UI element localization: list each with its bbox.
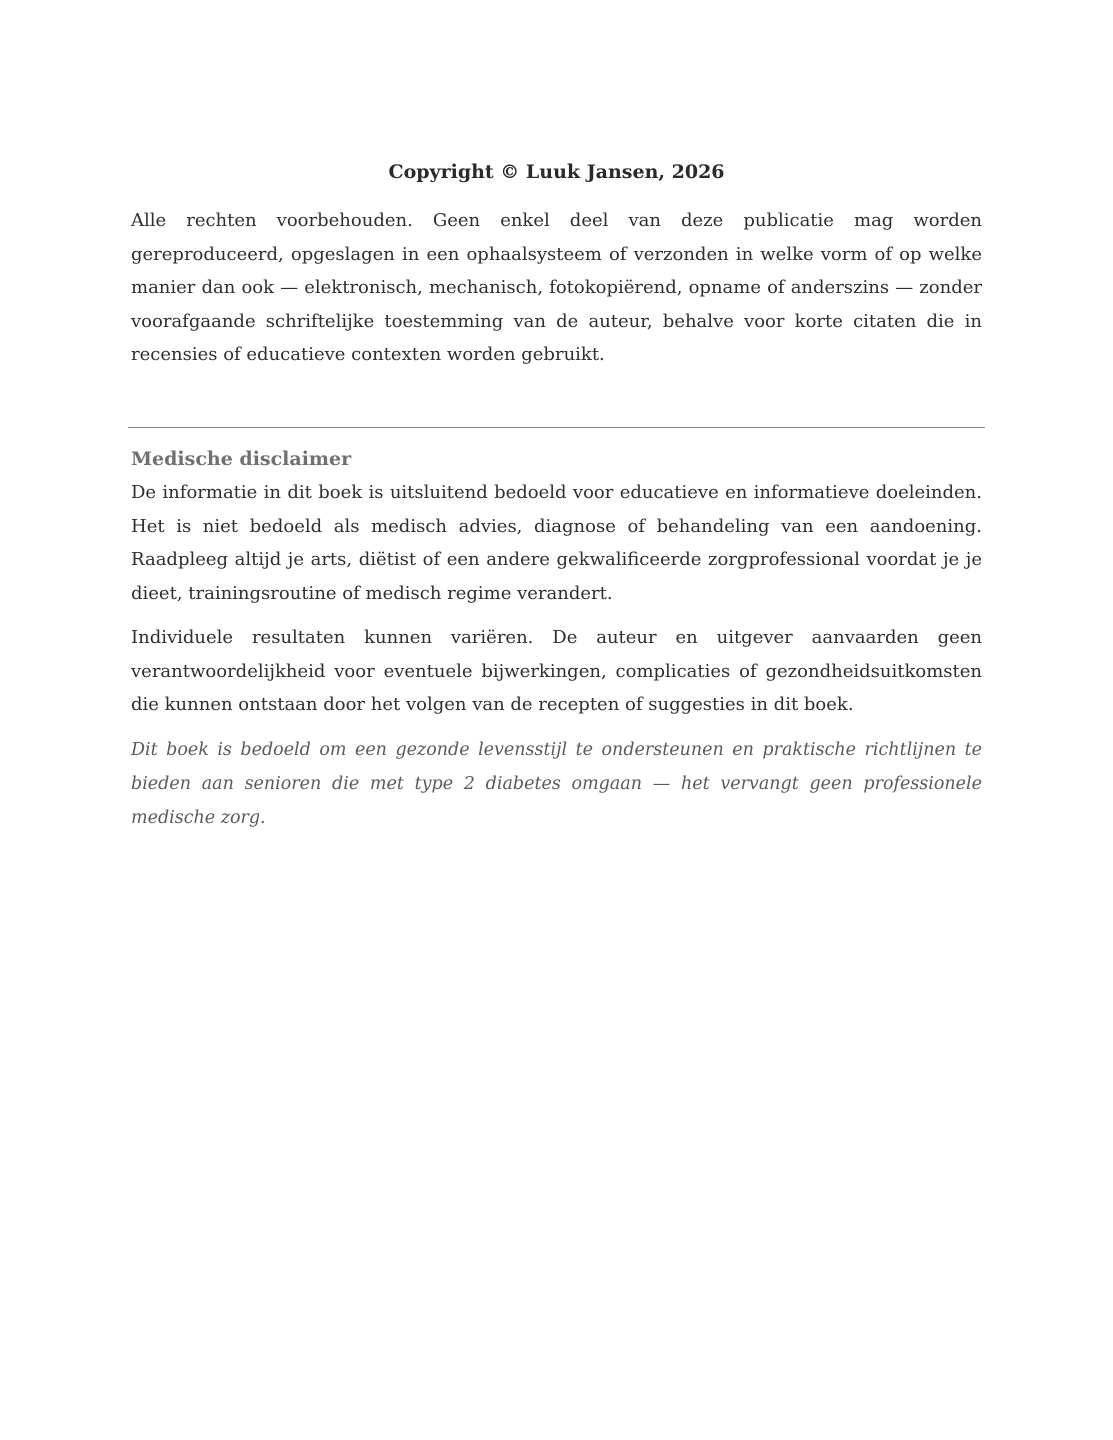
section-divider: [128, 427, 985, 428]
disclaimer-note: Dit boek is bedoeld om een gezonde levensstijl te ondersteunen en praktische richtlijnen te bieden aan senioren die met type 2 diabetes omgaan — het vervangt geen professionele medische zorg.: [131, 739, 982, 828]
disclaimer-paragraph-2: Individuele resultaten kunnen variëren. De auteur en uitgever aanvaarden geen verantwoordelijkheid voor eventuele bijwerkingen, complicaties of gezondheidsuitkomsten die kunnen ontstaan door het volgen van de recepten of suggesties in dit boek.: [131, 627, 982, 715]
page-content: [131, 156, 982, 828]
copyright-title: Copyright © Luuk Jansen, 2026: [388, 161, 725, 183]
disclaimer-paragraph-1: De informatie in dit boek is uitsluitend bedoeld voor educatieve en informatieve doeleinden. Het is niet bedoeld als medisch advies, diagnose of behandeling van een aandoening. Raadpleeg altijd je arts, diëtist of een andere gekwalificeerde zorgprofessional voordat je je dieet, trainingsroutine of medisch regime verandert.: [131, 482, 982, 604]
rights-paragraph: Alle rechten voorbehouden. Geen enkel deel van deze publicatie mag worden gereproduceerd, opgeslagen in een ophaalsysteem of verzonden in welke vorm of op welke manier dan ook — elektronisch, mechanisch, fotokopiërend, opname of anderszins — zonder voorafgaande schriftelijke toestemming van de auteur, behalve voor korte citaten die in recensies of educatieve contexten worden gebruikt.: [131, 210, 982, 365]
disclaimer-heading: Medische disclaimer: [131, 448, 352, 470]
medical-disclaimer-section: [131, 444, 982, 835]
